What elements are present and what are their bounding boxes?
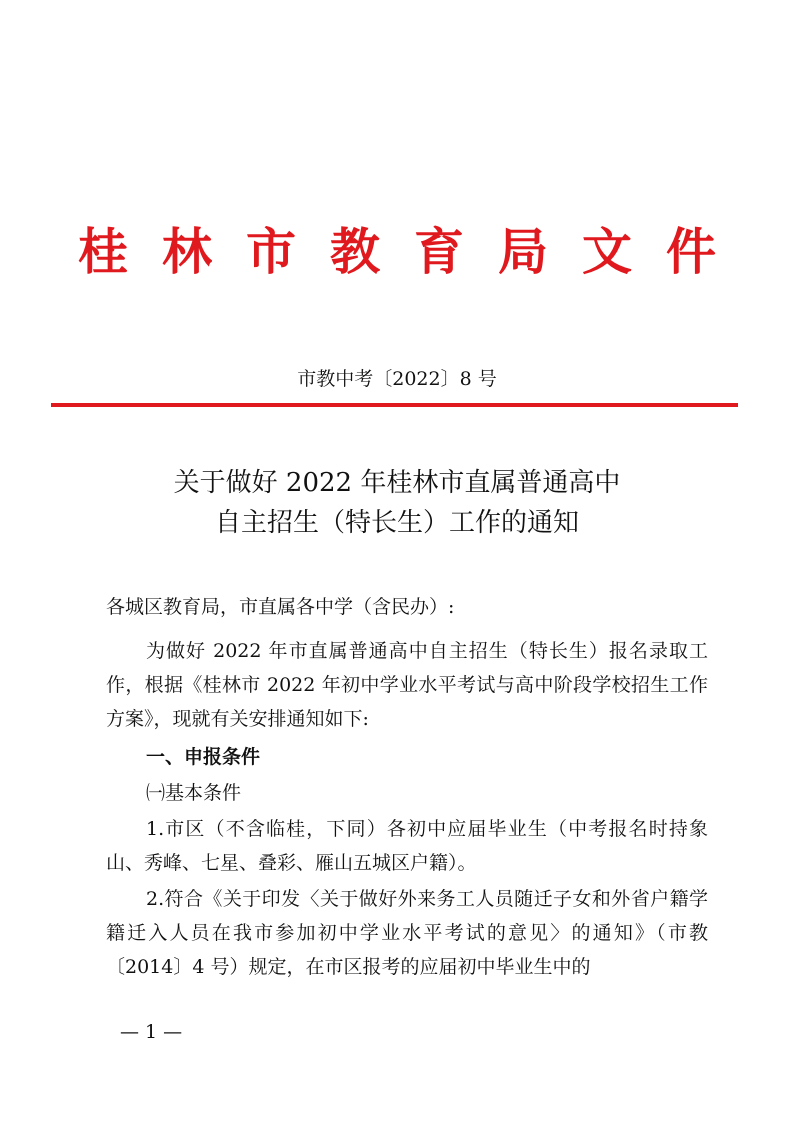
section-heading-conditions: 一、申报条件 — [146, 746, 261, 768]
document-number: 市教中考〔2022〕8 号 — [297, 368, 497, 390]
notice-title-line-2: 自主招生（特长生）工作的通知 — [214, 508, 579, 538]
page-number: — 1 — — [120, 1021, 183, 1043]
notice-body — [106, 590, 708, 984]
condition-item-2: 2.符合《关于印发〈关于做好外来务工人员随迁子女和外省户籍学籍迁入人员在我市参加初中学业水平考试的意见〉的通知》（市教〔2014〕4 号）规定，在市区报考的应届初中毕业生中的 — [106, 888, 708, 978]
salutation: 各城区教育局，市直属各中学（含民办）: — [106, 596, 455, 618]
issuer-header-title: 桂林市教育局文件 — [78, 222, 750, 281]
subsection-basic-conditions: ㈠基本条件 — [146, 782, 242, 804]
notice-title-line-1: 关于做好 2022 年桂林市直属普通高中 — [173, 468, 621, 498]
notice-title — [0, 463, 794, 543]
condition-item-1: 1.市区（不含临桂，下同）各初中应届毕业生（中考报名时持象山、秀峰、七星、叠彩、雁山五城区户籍）。 — [106, 818, 708, 874]
red-divider-rule — [51, 403, 738, 407]
intro-paragraph: 为做好 2022 年市直属普通高中自主招生（特长生）报名录取工作，根据《桂林市 2022 年初中学业水平考试与高中阶段学校招生工作方案》，现就有关安排通知如下: — [106, 640, 708, 730]
